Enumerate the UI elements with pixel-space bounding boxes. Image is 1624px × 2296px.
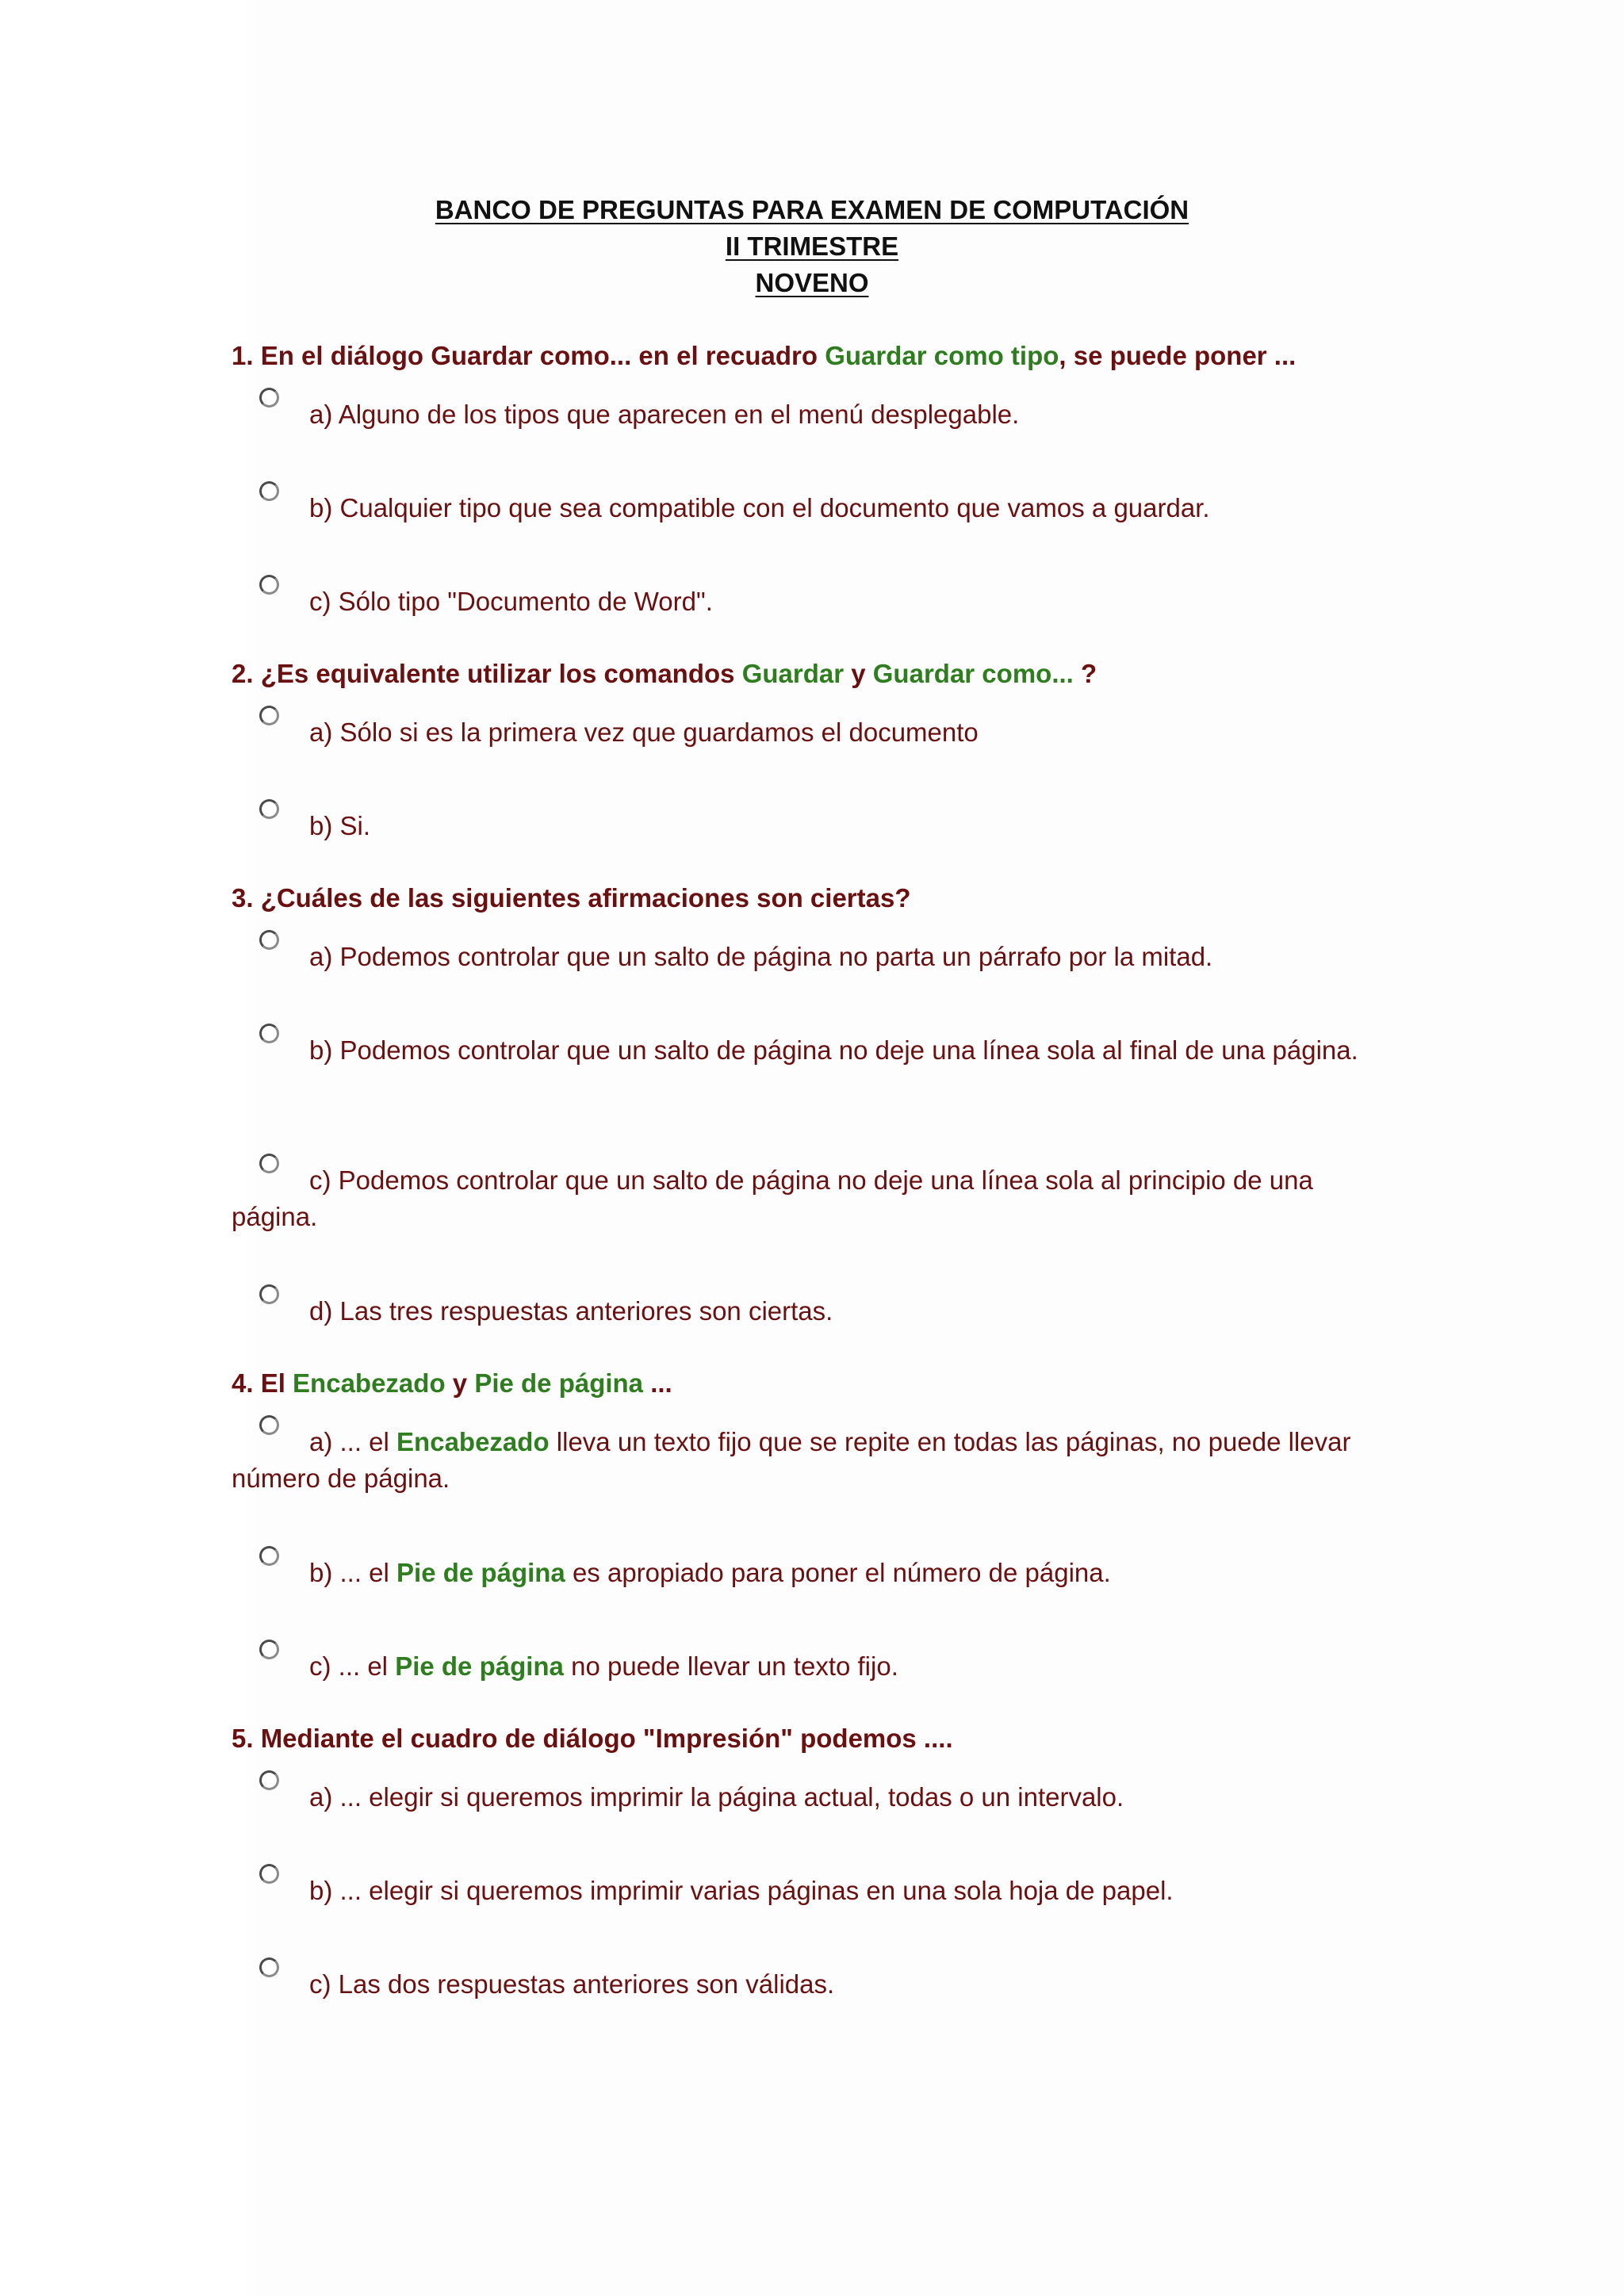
option-q4-b [232, 1555, 1405, 1591]
header-title: BANCO DE PREGUNTAS PARA EXAMEN DE COMPUTACIÓN [435, 195, 1189, 224]
option-label: c) Las dos respuestas anteriores son válidas. [309, 1969, 835, 1999]
option-label: a) ... el [309, 1427, 397, 1456]
question-1-highlight: Guardar como tipo [825, 341, 1059, 370]
question-1-title [232, 341, 1296, 371]
option-label: b) ... elegir si queremos imprimir varias páginas en una sola hoja de papel. [309, 1876, 1174, 1905]
question-3-text: 3. ¿Cuáles de las siguientes afirmaciones son ciertas? [232, 883, 911, 913]
option-label: c) Podemos controlar que un salto de página no deje una línea sola al principio de una página. [232, 1165, 1313, 1231]
option-q2-a [232, 714, 1405, 751]
option-q3-d [232, 1293, 1405, 1330]
option-label: a) ... elegir si queremos imprimir la página actual, todas o un intervalo. [309, 1782, 1124, 1812]
option-label-end: no puede llevar un texto fijo. [563, 1651, 898, 1681]
question-4-text: 4. El [232, 1368, 293, 1398]
option-label: b) Si. [309, 811, 371, 840]
option-q4-c [232, 1648, 1405, 1685]
question-2-text: 2. ¿Es equivalente utilizar los comandos [232, 659, 742, 688]
option-q5-a [232, 1779, 1405, 1816]
question-1-text: 1. En el diálogo Guardar como... en el recuadro [232, 341, 825, 370]
option-q1-b [232, 490, 1405, 526]
option-highlight: Pie de página [395, 1651, 564, 1681]
option-label: b) Cualquier tipo que sea compatible con el documento que vamos a guardar. [309, 493, 1210, 522]
question-4-text-end: ... [643, 1368, 672, 1398]
question-2-title [232, 659, 1097, 689]
question-1-text-end: , se puede poner ... [1059, 341, 1297, 370]
option-label: d) Las tres respuestas anteriores son ciertas. [309, 1296, 833, 1326]
question-5-title [232, 1724, 953, 1754]
header-trimester: II TRIMESTRE [725, 232, 899, 261]
question-2-text-end: ? [1073, 659, 1097, 688]
header-grade: NOVENO [755, 268, 869, 297]
option-label: c) ... el [309, 1651, 396, 1681]
option-q1-a [232, 396, 1405, 433]
option-label: a) Podemos controlar que un salto de página no parta un párrafo por la mitad. [309, 942, 1213, 971]
question-4-highlight-encabezado: Encabezado [293, 1368, 446, 1398]
option-q4-a [232, 1424, 1405, 1497]
question-2-highlight-guardar-como: Guardar como... [872, 659, 1074, 688]
option-q1-c [232, 584, 1405, 620]
document-header [0, 192, 1624, 301]
option-label: a) Sólo si es la primera vez que guardamos el documento [309, 718, 979, 747]
option-q3-b [232, 1032, 1405, 1069]
option-label-end: lleva un texto fijo que se repite en todas las páginas, no puede llevar número de página. [232, 1427, 1351, 1493]
option-q5-c [232, 1966, 1405, 2003]
option-q5-b [232, 1873, 1405, 1909]
option-q3-a [232, 939, 1405, 975]
option-q3-c [232, 1162, 1405, 1235]
option-label: a) Alguno de los tipos que aparecen en el menú desplegable. [309, 400, 1020, 429]
question-2-highlight-guardar: Guardar [741, 659, 845, 688]
question-4-title [232, 1368, 672, 1399]
option-label: b) ... el [309, 1558, 397, 1587]
option-label-end: es apropiado para poner el número de página. [565, 1558, 1111, 1587]
option-label: c) Sólo tipo "Documento de Word". [309, 587, 713, 616]
question-4-text-y: y [445, 1368, 475, 1398]
question-2-text-y: y [844, 659, 873, 688]
option-highlight: Pie de página [396, 1558, 565, 1587]
option-q2-b [232, 808, 1405, 844]
question-5-text: 5. Mediante el cuadro de diálogo "Impresión" podemos .... [232, 1724, 953, 1753]
question-4-highlight-pie: Pie de página [474, 1368, 644, 1398]
option-highlight: Encabezado [396, 1427, 550, 1456]
option-label: b) Podemos controlar que un salto de página no deje una línea sola al final de una página. [309, 1035, 1358, 1065]
question-3-title [232, 883, 911, 913]
